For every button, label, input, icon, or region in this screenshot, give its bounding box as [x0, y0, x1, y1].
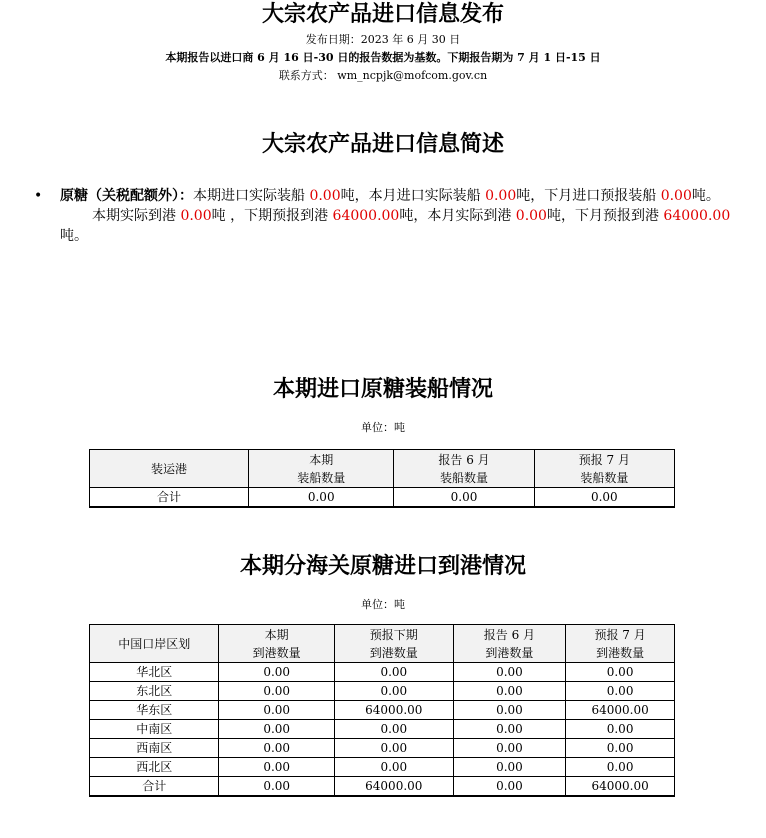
table-cell: 64000.00: [334, 777, 453, 797]
text: 吨，本月实际到港: [399, 208, 512, 224]
table-header-row: [90, 625, 675, 663]
summary-title: 大宗农产品进口信息简述: [261, 132, 504, 157]
page-title: 大宗农产品进口信息发布: [261, 2, 504, 27]
table-cell: 0.00: [249, 488, 394, 508]
table-cell: 0.00: [219, 739, 335, 758]
bullet-icon: •: [34, 188, 43, 204]
column-header: 报告 6 月 到港数量: [453, 625, 566, 663]
table-cell: 0.00: [219, 701, 335, 720]
table-cell: 合计: [90, 488, 249, 508]
column-header: 预报 7 月 装船数量: [534, 450, 674, 488]
summary-line-1: [36, 186, 752, 206]
column-header: 预报下期 到港数量: [334, 625, 453, 663]
value: 64000.00: [663, 208, 731, 224]
table-cell: 0.00: [534, 488, 674, 508]
value: 0.00: [660, 188, 692, 204]
table-cell: 0.00: [219, 777, 335, 797]
table-cell: 合计: [90, 777, 219, 797]
value: 0.00: [309, 188, 341, 204]
table-cell: 0.00: [566, 720, 675, 739]
table-cell: 0.00: [453, 739, 566, 758]
table-cell: 0.00: [219, 682, 335, 701]
publish-date: 发布日期：2023 年 6 月 30 日: [305, 33, 461, 46]
arrival-unit: 单位：吨: [361, 598, 405, 611]
table-row: [90, 758, 675, 777]
table-cell: 西北区: [90, 758, 219, 777]
value: 0.00: [180, 208, 212, 224]
arrival-table: [89, 624, 675, 797]
table-row: [90, 701, 675, 720]
shipment-table: [89, 449, 675, 508]
column-header: 报告 6 月 装船数量: [394, 450, 534, 488]
summary-section: [36, 186, 752, 246]
table-cell: 0.00: [566, 663, 675, 682]
table-cell: 华北区: [90, 663, 219, 682]
commodity-label: 原糖（关税配额外）：: [60, 188, 193, 204]
table-header-row: [90, 450, 675, 488]
column-header: 装运港: [90, 450, 249, 488]
column-header: 中国口岸区划: [90, 625, 219, 663]
column-header: 本期 装船数量: [249, 450, 394, 488]
text: 吨，本月进口实际装船: [340, 188, 481, 204]
text: 吨，下月进口预报装船: [516, 188, 657, 204]
table-row: [90, 488, 675, 508]
table-cell: 0.00: [453, 663, 566, 682]
table-cell: 64000.00: [334, 701, 453, 720]
table-cell: 64000.00: [566, 777, 675, 797]
text: 吨。: [60, 228, 88, 244]
table-cell: 0.00: [394, 488, 534, 508]
value: 0.00: [515, 208, 547, 224]
table-cell: 西南区: [90, 739, 219, 758]
arrival-title: 本期分海关原糖进口到港情况: [239, 554, 526, 579]
table-cell: 0.00: [334, 663, 453, 682]
report-notice: 本期报告以进口商 6 月 16 日-30 日的报告数据为基数。下期报告期为 7 月 1 日-15 日: [165, 51, 601, 64]
table-cell: 0.00: [453, 720, 566, 739]
column-header: 预报 7 月 到港数量: [566, 625, 675, 663]
table-cell: 0.00: [453, 758, 566, 777]
shipment-unit: 单位：吨: [361, 421, 405, 434]
text: 本期实际到港: [92, 208, 176, 224]
table-cell: 0.00: [566, 758, 675, 777]
table-cell: 64000.00: [566, 701, 675, 720]
table-cell: 0.00: [219, 663, 335, 682]
table-cell: 0.00: [334, 682, 453, 701]
table-row: [90, 663, 675, 682]
text: 吨。: [691, 188, 720, 204]
table-cell: 0.00: [219, 758, 335, 777]
value: 64000.00: [332, 208, 400, 224]
table-row: [90, 720, 675, 739]
column-header: 本期 到港数量: [219, 625, 335, 663]
table-cell: 华东区: [90, 701, 219, 720]
table-cell: 0.00: [219, 720, 335, 739]
table-cell: 0.00: [334, 720, 453, 739]
summary-line-2: [36, 206, 752, 246]
table-cell: 中南区: [90, 720, 219, 739]
table-row: [90, 739, 675, 758]
table-cell: 0.00: [566, 682, 675, 701]
table-cell: 0.00: [334, 739, 453, 758]
text: 吨 ，下期预报到港: [211, 208, 329, 224]
table-cell: 东北区: [90, 682, 219, 701]
text: 吨，下月预报到港: [546, 208, 659, 224]
table-cell: 0.00: [453, 701, 566, 720]
contact-info: 联系方式： wm_ncpjk@mofcom.gov.cn: [278, 69, 488, 82]
table-row: [90, 777, 675, 797]
table-cell: 0.00: [453, 682, 566, 701]
value: 0.00: [485, 188, 517, 204]
table-row: [90, 682, 675, 701]
table-cell: 0.00: [566, 739, 675, 758]
table-cell: 0.00: [334, 758, 453, 777]
text: 本期进口实际装船: [193, 188, 305, 204]
shipment-title: 本期进口原糖装船情况: [272, 377, 493, 402]
table-cell: 0.00: [453, 777, 566, 797]
